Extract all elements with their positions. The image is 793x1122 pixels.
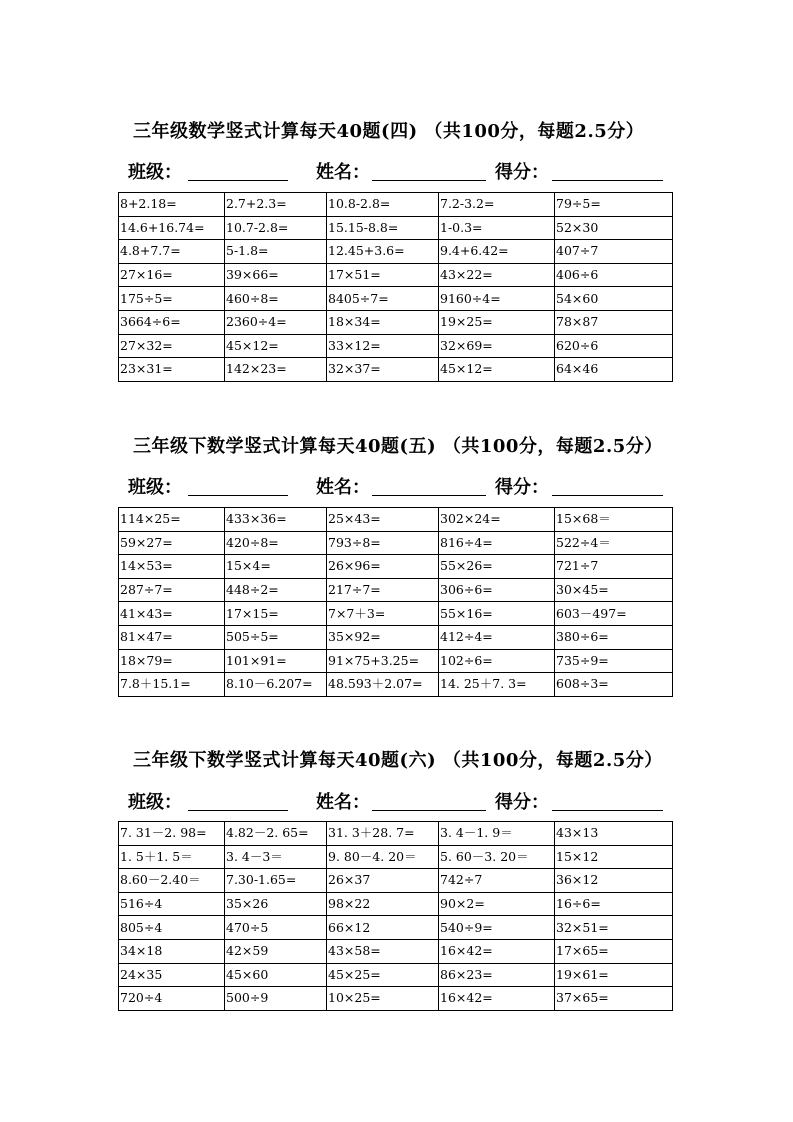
problem-cell: 59×27= [119, 531, 225, 555]
problem-cell: 52×30 [555, 216, 673, 240]
problem-cell: 2360÷4= [225, 310, 327, 334]
problem-cell: 17×15= [225, 602, 327, 626]
table-row [119, 508, 673, 532]
problem-cell: 32×37= [327, 358, 439, 382]
name-label: 姓名： [316, 792, 370, 813]
problem-cell: 805÷4 [119, 916, 225, 940]
problem-cell: 516÷4 [119, 892, 225, 916]
problem-cell: 9. 80－4. 20＝ [327, 845, 439, 869]
problem-cell: 16÷6= [555, 892, 673, 916]
problem-cell: 26×96= [327, 555, 439, 579]
problem-cell: 33×12= [327, 334, 439, 358]
problem-cell: 102÷6= [439, 649, 555, 673]
problem-cell: 10×25= [327, 987, 439, 1011]
problem-cell: 12.45+3.6= [327, 240, 439, 264]
student-info-row [0, 788, 793, 814]
table-row [119, 263, 673, 287]
problem-cell: 30×45= [555, 578, 673, 602]
problem-cell: 380÷6= [555, 625, 673, 649]
table-row [119, 673, 673, 697]
table-row [119, 216, 673, 240]
worksheet-title: 三年级下数学竖式计算每天40题(六) （共100分，每题2.5分） [133, 750, 663, 771]
problem-cell: 43×22= [439, 263, 555, 287]
problem-cell: 14. 25＋7. 3= [439, 673, 555, 697]
worksheet-title: 三年级数学竖式计算每天40题(四) （共100分，每题2.5分） [133, 121, 645, 142]
problem-cell: 306÷6= [439, 578, 555, 602]
problem-cell: 9.4+6.42= [439, 240, 555, 264]
problem-cell: 433×36= [225, 508, 327, 532]
problem-cell: 7.2-3.2= [439, 193, 555, 217]
problem-cell: 302×24= [439, 508, 555, 532]
problem-cell: 43×58= [327, 939, 439, 963]
problem-cell: 36×12 [555, 869, 673, 893]
table-row [119, 822, 673, 846]
problem-cell: 412÷4= [439, 625, 555, 649]
problem-cell: 32×51= [555, 916, 673, 940]
problem-cell: 54×60 [555, 287, 673, 311]
table-row [119, 310, 673, 334]
table-row [119, 287, 673, 311]
problem-cell: 4.8+7.7= [119, 240, 225, 264]
problem-cell: 25×43= [327, 508, 439, 532]
table-row [119, 334, 673, 358]
problem-table [118, 821, 673, 1011]
problem-cell: 35×92= [327, 625, 439, 649]
problem-cell: 608÷3= [555, 673, 673, 697]
problem-cell: 406÷6 [555, 263, 673, 287]
problem-cell: 9160÷4= [439, 287, 555, 311]
score-label: 得分： [495, 792, 549, 813]
score-blank[interactable] [552, 788, 663, 811]
problem-cell: 448÷2= [225, 578, 327, 602]
problem-cell: 48.593＋2.07= [327, 673, 439, 697]
name-label: 姓名： [316, 477, 370, 498]
table-row [119, 578, 673, 602]
problem-cell: 45×25= [327, 963, 439, 987]
name-blank[interactable] [372, 473, 486, 496]
problem-cell: 24×35 [119, 963, 225, 987]
table-row [119, 625, 673, 649]
name-blank[interactable] [372, 158, 486, 181]
problem-cell: 287÷7= [119, 578, 225, 602]
problem-cell: 66×12 [327, 916, 439, 940]
problem-cell: 3664÷6= [119, 310, 225, 334]
problem-cell: 41×43= [119, 602, 225, 626]
problem-cell: 500÷9 [225, 987, 327, 1011]
table-row [119, 845, 673, 869]
table-row [119, 193, 673, 217]
problem-cell: 45×12= [439, 358, 555, 382]
problem-cell: 27×16= [119, 263, 225, 287]
problem-cell: 7.8＋15.1= [119, 673, 225, 697]
problem-cell: 10.8-2.8= [327, 193, 439, 217]
problem-cell: 407÷7 [555, 240, 673, 264]
problem-cell: 45×12= [225, 334, 327, 358]
score-blank[interactable] [552, 158, 663, 181]
problem-cell: 17×65= [555, 939, 673, 963]
problem-cell: 18×79= [119, 649, 225, 673]
problem-cell: 10.7-2.8= [225, 216, 327, 240]
problem-cell: 217÷7= [327, 578, 439, 602]
problem-cell: 15×4= [225, 555, 327, 579]
problem-cell: 505÷5= [225, 625, 327, 649]
problem-cell: 5-1.8= [225, 240, 327, 264]
problem-table [118, 192, 673, 382]
problem-cell: 15×12 [555, 845, 673, 869]
problem-cell: 16×42= [439, 939, 555, 963]
name-label: 姓名： [316, 162, 370, 183]
problem-cell: 27×32= [119, 334, 225, 358]
problem-cell: 7.30-1.65= [225, 869, 327, 893]
table-row [119, 649, 673, 673]
student-info-row [0, 473, 793, 499]
table-row [119, 531, 673, 555]
problem-cell: 19×61= [555, 963, 673, 987]
problem-cell: 8.60－2.40＝ [119, 869, 225, 893]
problem-cell: 14.6+16.74= [119, 216, 225, 240]
problem-cell: 101×91= [225, 649, 327, 673]
problem-cell: 42×59 [225, 939, 327, 963]
problem-cell: 114×25= [119, 508, 225, 532]
table-row [119, 892, 673, 916]
problem-cell: 43×13 [555, 822, 673, 846]
problem-cell: 17×51= [327, 263, 439, 287]
problem-cell: 78×87 [555, 310, 673, 334]
problem-cell: 26×37 [327, 869, 439, 893]
score-blank[interactable] [552, 473, 663, 496]
problem-cell: 420÷8= [225, 531, 327, 555]
problem-cell: 34×18 [119, 939, 225, 963]
problem-cell: 460÷8= [225, 287, 327, 311]
problem-cell: 15.15-8.8= [327, 216, 439, 240]
problem-cell: 7. 31－2. 98= [119, 822, 225, 846]
problem-cell: 14×53= [119, 555, 225, 579]
problem-cell: 18×34= [327, 310, 439, 334]
problem-cell: 522÷4＝ [555, 531, 673, 555]
student-info-row [0, 158, 793, 184]
problem-cell: 793÷8= [327, 531, 439, 555]
table-row [119, 358, 673, 382]
problem-table [118, 507, 673, 697]
problem-cell: 1. 5＋1. 5＝ [119, 845, 225, 869]
problem-cell: 620÷6 [555, 334, 673, 358]
problem-cell: 2.7+2.3= [225, 193, 327, 217]
problem-cell: 55×26= [439, 555, 555, 579]
problem-cell: 86×23= [439, 963, 555, 987]
problem-cell: 19×25= [439, 310, 555, 334]
problem-cell: 720÷4 [119, 987, 225, 1011]
class-label: 班级： [128, 162, 182, 183]
worksheet-title: 三年级下数学竖式计算每天40题(五) （共100分，每题2.5分） [133, 436, 663, 457]
problem-cell: 16×42= [439, 987, 555, 1011]
problem-cell: 8.10－6.207= [225, 673, 327, 697]
class-blank[interactable] [188, 158, 288, 181]
class-blank[interactable] [188, 788, 288, 811]
table-row [119, 602, 673, 626]
problem-cell: 735÷9= [555, 649, 673, 673]
table-row [119, 869, 673, 893]
problem-cell: 91×75+3.25= [327, 649, 439, 673]
problem-cell: 540÷9= [439, 916, 555, 940]
problem-cell: 816÷4= [439, 531, 555, 555]
problem-cell: 79÷5= [555, 193, 673, 217]
problem-cell: 8+2.18= [119, 193, 225, 217]
problem-cell: 7×7＋3= [327, 602, 439, 626]
class-label: 班级： [128, 792, 182, 813]
score-label: 得分： [495, 477, 549, 498]
name-blank[interactable] [372, 788, 486, 811]
problem-cell: 39×66= [225, 263, 327, 287]
problem-cell: 5. 60－3. 20＝ [439, 845, 555, 869]
problem-cell: 175÷5= [119, 287, 225, 311]
table-row [119, 939, 673, 963]
problem-cell: 470÷5 [225, 916, 327, 940]
table-row [119, 963, 673, 987]
problem-cell: 603－497= [555, 602, 673, 626]
problem-cell: 15×68＝ [555, 508, 673, 532]
table-row [119, 240, 673, 264]
class-label: 班级： [128, 477, 182, 498]
problem-cell: 8405÷7= [327, 287, 439, 311]
problem-cell: 98×22 [327, 892, 439, 916]
problem-cell: 142×23= [225, 358, 327, 382]
problem-cell: 45×60 [225, 963, 327, 987]
problem-cell: 90×2= [439, 892, 555, 916]
problem-cell: 64×46 [555, 358, 673, 382]
problem-cell: 3. 4－3＝ [225, 845, 327, 869]
table-row [119, 987, 673, 1011]
problem-cell: 81×47= [119, 625, 225, 649]
problem-cell: 3. 4－1. 9＝ [439, 822, 555, 846]
problem-cell: 31. 3＋28. 7= [327, 822, 439, 846]
problem-cell: 32×69= [439, 334, 555, 358]
class-blank[interactable] [188, 473, 288, 496]
table-row [119, 916, 673, 940]
score-label: 得分： [495, 162, 549, 183]
problem-cell: 721÷7 [555, 555, 673, 579]
problem-cell: 37×65= [555, 987, 673, 1011]
table-row [119, 555, 673, 579]
problem-cell: 55×16= [439, 602, 555, 626]
problem-cell: 35×26 [225, 892, 327, 916]
problem-cell: 1-0.3= [439, 216, 555, 240]
problem-cell: 742÷7 [439, 869, 555, 893]
problem-cell: 23×31= [119, 358, 225, 382]
problem-cell: 4.82－2. 65= [225, 822, 327, 846]
